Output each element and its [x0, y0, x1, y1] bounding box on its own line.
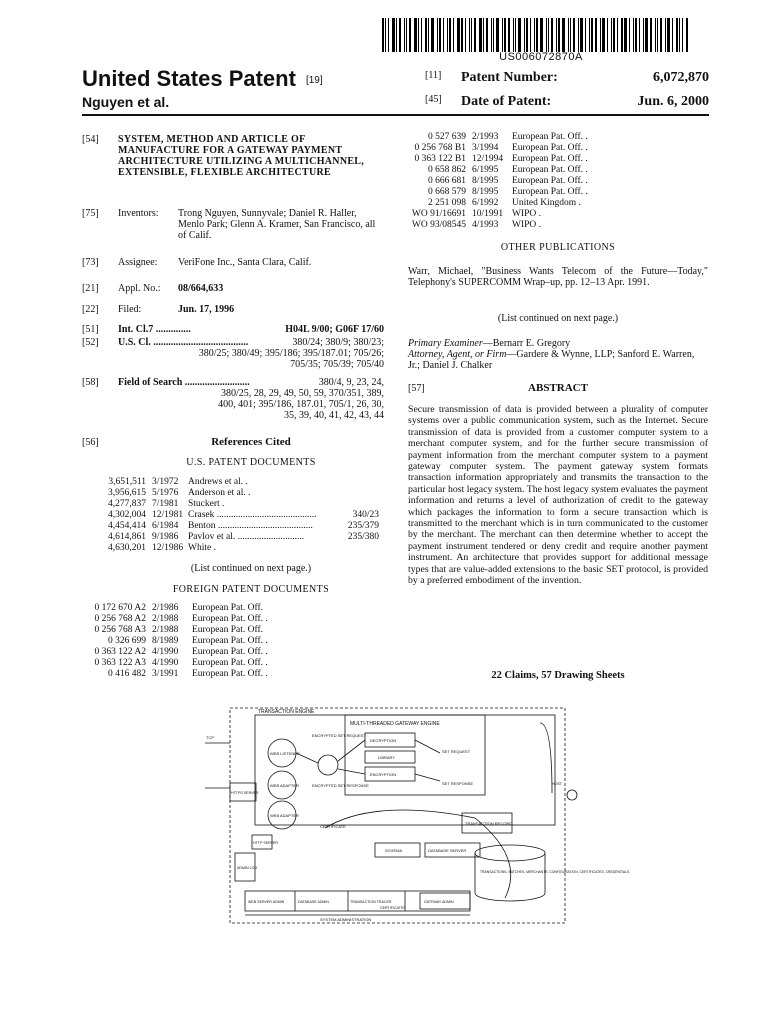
foreign-patent-row — [88, 614, 388, 625]
foreign-patent-no: 0 668 579 — [428, 187, 466, 197]
foreign-patent-date: 3/1991 — [152, 669, 179, 679]
foreign-patent-date: 2/1986 — [152, 603, 179, 613]
inid-code-73: [73] — [82, 257, 99, 268]
int-cl-value: H04L 9/00; G06F 17/60 — [285, 324, 384, 335]
us-patent-row — [100, 543, 385, 554]
filed-label: Filed: — [118, 304, 142, 315]
filed-value: Jun. 17, 1996 — [178, 304, 235, 315]
us-cl-label: U.S. Cl. ...................................... — [118, 337, 249, 348]
foreign-patent-office: WIPO . — [512, 220, 542, 230]
inid-code-56: [56] — [82, 437, 99, 448]
foreign-patent-no: WO 91/16691 — [411, 209, 466, 219]
foreign-patent-list-right — [408, 132, 708, 231]
inid-code-57: [57] — [408, 383, 425, 394]
us-cl-line-2: 380/25; 380/49; 395/186; 395/187.01; 705/26; — [198, 348, 384, 359]
foreign-patent-no: 0 256 768 A2 — [94, 614, 146, 624]
inventor-short: Nguyen et al. — [82, 94, 170, 110]
country-label: United States Patent — [82, 66, 296, 91]
primary-examiner-label: Primary Examiner — [408, 338, 483, 349]
us-patent-date: 7/1981 — [152, 499, 179, 509]
title-section — [82, 134, 382, 178]
us-patent-documents-heading: U.S. PATENT DOCUMENTS — [186, 457, 316, 468]
foreign-patent-no: 2 251 098 — [428, 198, 466, 208]
fig-encryption: ENCRYPTION — [370, 772, 397, 777]
foreign-patent-office: European Pat. Off. . — [512, 165, 588, 175]
us-patent-no: 4,454,414 — [108, 521, 146, 531]
us-patent-name: White . — [188, 543, 216, 553]
us-patent-row — [100, 521, 385, 532]
foreign-patent-row — [88, 603, 388, 614]
foreign-patent-office: European Pat. Off. . — [512, 143, 588, 153]
invention-title: SYSTEM, METHOD AND ARTICLE OF MANUFACTURE FOR A GATEWAY PAYMENT ARCHITECTURE UTILIZING A MULTICHANNEL, EXTENSIBLE, FLEXIBLE ARCHITECTURE — [118, 134, 365, 178]
foreign-patent-no: 0 326 699 — [108, 636, 146, 646]
foreign-patent-date: 8/1995 — [472, 176, 499, 186]
references-cited-heading — [82, 437, 384, 448]
field-of-search-line-2: 380/25, 28, 29, 49, 50, 59, 370/351, 389, — [220, 388, 384, 399]
fig-https-server: HTTPS SERVER — [231, 791, 259, 795]
fig-decryption: DECRYPTION — [370, 738, 397, 743]
appl-no-section — [82, 283, 382, 294]
us-patent-date: 12/1986 — [152, 543, 184, 553]
us-patent-cls — [343, 477, 385, 488]
assignee-label: Assignee: — [118, 257, 158, 268]
foreign-patent-row — [88, 658, 388, 669]
field-of-search-section — [82, 377, 384, 421]
fig-gateway-admin: GATEWAY ADMIN — [424, 900, 454, 904]
us-patent-no: 3,956,615 — [108, 488, 146, 498]
inid-code-58: [58] — [82, 377, 99, 388]
fig-transaction-tracer: TRANSACTION TRACER — [350, 900, 392, 904]
us-patent-row — [100, 499, 385, 510]
fig-web-listener: WEB LISTENER — [270, 751, 300, 756]
foreign-patent-no: 0 172 670 A2 — [94, 603, 146, 613]
fig-db-labels: TRANSACTIONS, BATCHES, MERCHANTS, CONFIGURATION, CERTIFICATES, CREDENTIALS — [480, 870, 630, 874]
inid-code-45: [45] — [425, 94, 442, 105]
foreign-patent-row — [408, 132, 708, 143]
foreign-patent-no: 0 416 482 — [108, 669, 146, 679]
foreign-patent-office: European Pat. Off. . — [192, 614, 268, 624]
field-of-search-line-1: 380/4, 9, 23, 24, — [318, 377, 384, 388]
date-of-patent-label: Date of Patent: — [461, 94, 552, 109]
field-of-search-line-3: 400, 401; 395/186, 187.01, 705/1, 26, 30, — [218, 399, 384, 410]
fig-set-response: SET RESPONSE — [442, 781, 474, 786]
foreign-patent-date: 4/1990 — [152, 647, 179, 657]
foreign-patent-office: European Pat. Off. . — [192, 669, 268, 679]
inid-code-51: [51] — [82, 324, 99, 335]
fig-admin-log: ADMIN LOG — [237, 866, 258, 870]
patent-country-heading — [82, 66, 323, 92]
database-top — [475, 845, 545, 861]
foreign-patent-date: 12/1994 — [472, 154, 504, 164]
foreign-patent-office: European Pat. Off. . — [512, 187, 588, 197]
us-patent-name: Anderson et al. . — [188, 488, 251, 498]
foreign-patent-date: 10/1991 — [472, 209, 504, 219]
foreign-patent-office: European Pat. Off. . — [192, 636, 268, 646]
us-cl-line-1: 380/24; 380/9; 380/23; — [292, 337, 384, 348]
foreign-patent-row — [408, 187, 708, 198]
inventors-section — [82, 208, 382, 241]
foreign-patent-documents-heading: FOREIGN PATENT DOCUMENTS — [172, 584, 330, 595]
inid-code-52: [52] — [82, 337, 99, 348]
us-patent-name: Stuckert . — [188, 499, 225, 509]
us-patent-row — [100, 532, 385, 543]
foreign-patent-row — [408, 154, 708, 165]
foreign-patent-row — [408, 198, 708, 209]
foreign-patent-no: 0 256 768 B1 — [414, 143, 466, 153]
us-cl-section — [82, 337, 384, 370]
appl-no-value: 08/664,633 — [178, 283, 224, 294]
us-patent-list — [100, 477, 385, 554]
foreign-patent-office: European Pat. Off. — [192, 625, 264, 635]
int-cl-label: Int. Cl.7 .............. — [118, 324, 191, 335]
foreign-patent-no: 0 256 768 A3 — [94, 625, 146, 635]
us-patent-row — [100, 510, 385, 521]
dispatch-circle — [318, 755, 338, 775]
foreign-patent-date: 2/1988 — [152, 614, 179, 624]
inid-code-75: [75] — [82, 208, 99, 219]
patent-number: 6,072,870 — [653, 70, 709, 85]
us-patent-no: 4,277,837 — [108, 499, 146, 509]
foreign-patent-row — [408, 209, 708, 220]
foreign-patent-no: 0 363 122 A2 — [94, 647, 146, 657]
fig-http-server: HTTP SERVER — [253, 841, 279, 845]
us-patent-cls — [343, 488, 385, 499]
fig-database-server: DATABASE SERVER — [428, 848, 467, 853]
fig-set-request: SET REQUEST — [442, 749, 471, 754]
database-body — [475, 853, 545, 901]
foreign-patent-no: 0 658 862 — [428, 165, 466, 175]
foreign-patent-office: United Kingdom . — [512, 198, 581, 208]
foreign-patent-office: European Pat. Off. . — [192, 647, 268, 657]
foreign-patent-row — [408, 220, 708, 231]
date-of-patent: Jun. 6, 2000 — [637, 94, 709, 109]
assignee-value: VeriFone Inc., Santa Clara, Calif. — [178, 257, 312, 268]
foreign-patent-date: 2/1993 — [472, 132, 499, 142]
fig-certificates: CERTIFICATES — [380, 906, 406, 910]
appl-no-label: Appl. No.: — [118, 283, 161, 294]
fig-host: HOST — [552, 782, 562, 786]
int-cl-section — [82, 324, 384, 335]
us-patent-date: 3/1972 — [152, 477, 179, 487]
foreign-patent-list-left — [88, 603, 388, 680]
fig-database-admin: DATABASE ADMIN — [298, 900, 330, 904]
foreign-patent-row — [88, 636, 388, 647]
foreign-patent-date: 2/1988 — [152, 625, 179, 635]
filed-section — [82, 304, 382, 315]
foreign-patent-row — [408, 143, 708, 154]
fig-web-adapter-1: WEB ADAPTER — [270, 783, 299, 788]
fig-transaction-engine: TRANSACTION ENGINE — [258, 709, 315, 715]
us-patent-cls: 235/380 — [347, 532, 379, 542]
us-patent-cls: 235/379 — [347, 521, 379, 531]
us-patent-name: Pavlov et al. ............................ — [188, 532, 305, 542]
abstract-text: Secure transmission of data is provided between a plurality of computer systems over a public communication system, such as the Internet. Secure transmission of data is provided from a customer computer system to a merchant computer system, and for the further secure transmission of payment information from the merchant computer system to a payment gateway computer system. The payment gateway system formats transaction information appropriately and transmits the transaction to the particular host legacy system. The host legacy system evaluates the payment information and returns a level of authorization of credit to the gateway which packages the information to form a secure transaction which is transmitted to the merchant which is in turn communicated to the customer by the merchant. The merchant can then determine whether to accept the payment instrument tendered or deny credit and require another payment instrument. An architecture that provides support for additional message types that are value-added extensions to the basic SET protocol, is provided by a preferred embodiment of the invention. — [408, 404, 708, 587]
foreign-patent-row — [88, 669, 388, 680]
us-patent-no: 4,614,861 — [108, 532, 146, 542]
fig-schema: SCHEMA — [385, 848, 403, 853]
foreign-patent-date: 6/1992 — [472, 198, 499, 208]
us-cl-line-3: 705/35; 705/39; 705/40 — [290, 359, 384, 370]
fig-multithreaded: MULTI-THREADED GATEWAY ENGINE — [350, 721, 440, 727]
us-patent-date: 9/1986 — [152, 532, 179, 542]
field-of-search-line-4: 35, 39, 40, 41, 42, 43, 44 — [284, 410, 384, 421]
primary-examiner: —Bernarr E. Gregory — [482, 338, 571, 349]
us-patent-row — [100, 488, 385, 499]
other-publications-text: Warr, Michael, "Business Wants Telecom of the Future—Today," Telephony's SUPERCOMM Wrap–up, pp. 12–13 Apr. 1991. — [408, 266, 708, 288]
foreign-patent-date: 3/1994 — [472, 143, 499, 153]
fig-encrypted-set-response: ENCRYPTED SET RESPONSE — [312, 783, 369, 788]
foreign-patent-row — [88, 647, 388, 658]
us-patent-no: 4,630,201 — [108, 543, 146, 553]
foreign-patent-row — [408, 165, 708, 176]
attorney: —Gardere & Wynne, LLP; Sanford E. Warren, Jr.; Daniel J. Chalker — [408, 349, 695, 371]
fig-encrypted-set-request: ENCRYPTED SET REQUEST — [312, 733, 366, 738]
front-page-figure — [200, 703, 630, 983]
field-of-search-label: Field of Search .......................... — [118, 377, 250, 388]
foreign-patent-date: 8/1995 — [472, 187, 499, 197]
inid-code-19: [19] — [305, 74, 323, 86]
barcode — [382, 18, 700, 52]
foreign-patent-office: European Pat. Off. . — [512, 132, 588, 142]
us-patent-no: 3,651,511 — [108, 477, 146, 487]
inid-code-54: [54] — [82, 134, 99, 145]
list-continued-note-2: (List continued on next page.) — [497, 313, 619, 324]
abstract-heading-row — [408, 383, 708, 394]
references-cited-title: References Cited — [211, 436, 291, 448]
foreign-patent-office: European Pat. Off. . — [512, 154, 588, 164]
us-patent-row — [100, 477, 385, 488]
us-patent-date: 5/1976 — [152, 488, 179, 498]
foreign-patent-no: 0 666 681 — [428, 176, 466, 186]
abstract-heading: ABSTRACT — [528, 382, 588, 394]
fig-web-server-admin: WEB SERVER ADMIN — [248, 900, 285, 904]
us-patent-name: Benton ........................................ — [188, 521, 313, 531]
inid-code-22: [22] — [82, 304, 99, 315]
us-patent-cls: 340/23 — [352, 510, 379, 520]
claims-and-sheets: 22 Claims, 57 Drawing Sheets — [491, 670, 625, 681]
foreign-patent-date: 6/1995 — [472, 165, 499, 175]
us-patent-cls — [343, 499, 385, 510]
foreign-patent-office: European Pat. Off. — [192, 603, 264, 613]
publication-number: US006072870A — [499, 51, 583, 63]
transaction-engine-frame — [255, 715, 555, 825]
us-patent-date: 6/1984 — [152, 521, 179, 531]
host-callout — [567, 790, 577, 800]
fig-certificate: CERTIFICATE — [320, 824, 346, 829]
other-publications-heading: OTHER PUBLICATIONS — [500, 242, 616, 253]
date-of-patent-row — [425, 94, 709, 110]
foreign-patent-no: WO 93/08545 — [411, 220, 466, 230]
fig-system-administration: SYSTEM ADMINISTRATION — [320, 917, 372, 922]
inid-code-21: [21] — [82, 283, 99, 294]
inid-code-11: [11] — [425, 70, 442, 81]
header-rule — [82, 114, 709, 116]
foreign-patent-office: European Pat. Off. . — [512, 176, 588, 186]
us-patent-name: Crasek .......................................... — [188, 510, 317, 520]
examiners — [408, 338, 708, 371]
foreign-patent-office: European Pat. Off. . — [192, 658, 268, 668]
foreign-patent-date: 4/1990 — [152, 658, 179, 668]
foreign-patent-no: 0 363 122 B1 — [414, 154, 466, 164]
foreign-patent-row — [88, 625, 388, 636]
assignee-section — [82, 257, 382, 268]
us-patent-date: 12/1981 — [152, 510, 184, 520]
inventors-label: Inventors: — [118, 208, 159, 219]
fig-tcp: TCP — [206, 735, 214, 740]
brace-right — [540, 723, 552, 793]
foreign-patent-row — [408, 176, 708, 187]
patent-number-row — [425, 70, 709, 86]
us-patent-name: Andrews et al. . — [188, 477, 248, 487]
inventors-value: Trong Nguyen, Sunnyvale; Daniel R. Haller, Menlo Park; Glenn A. Kramer, San Francisco, all of Calif. — [178, 208, 376, 241]
foreign-patent-date: 4/1993 — [472, 220, 499, 230]
foreign-patent-date: 8/1989 — [152, 636, 179, 646]
foreign-patent-no: 0 363 122 A3 — [94, 658, 146, 668]
attorney-label: Attorney, Agent, or Firm — [408, 349, 507, 360]
foreign-patent-office: WIPO . — [512, 209, 542, 219]
fig-transaction-record: TRANSACTION RECORD — [465, 821, 513, 826]
us-patent-cls — [343, 543, 385, 554]
list-continued-note-1: (List continued on next page.) — [190, 563, 312, 574]
us-patent-no: 4,302,004 — [108, 510, 146, 520]
patent-number-label: Patent Number: — [461, 70, 558, 85]
foreign-patent-no: 0 527 639 — [428, 132, 466, 142]
fig-web-adapter-2: WEB ADAPTER — [270, 813, 299, 818]
fig-library: LIBRARY — [378, 755, 396, 760]
